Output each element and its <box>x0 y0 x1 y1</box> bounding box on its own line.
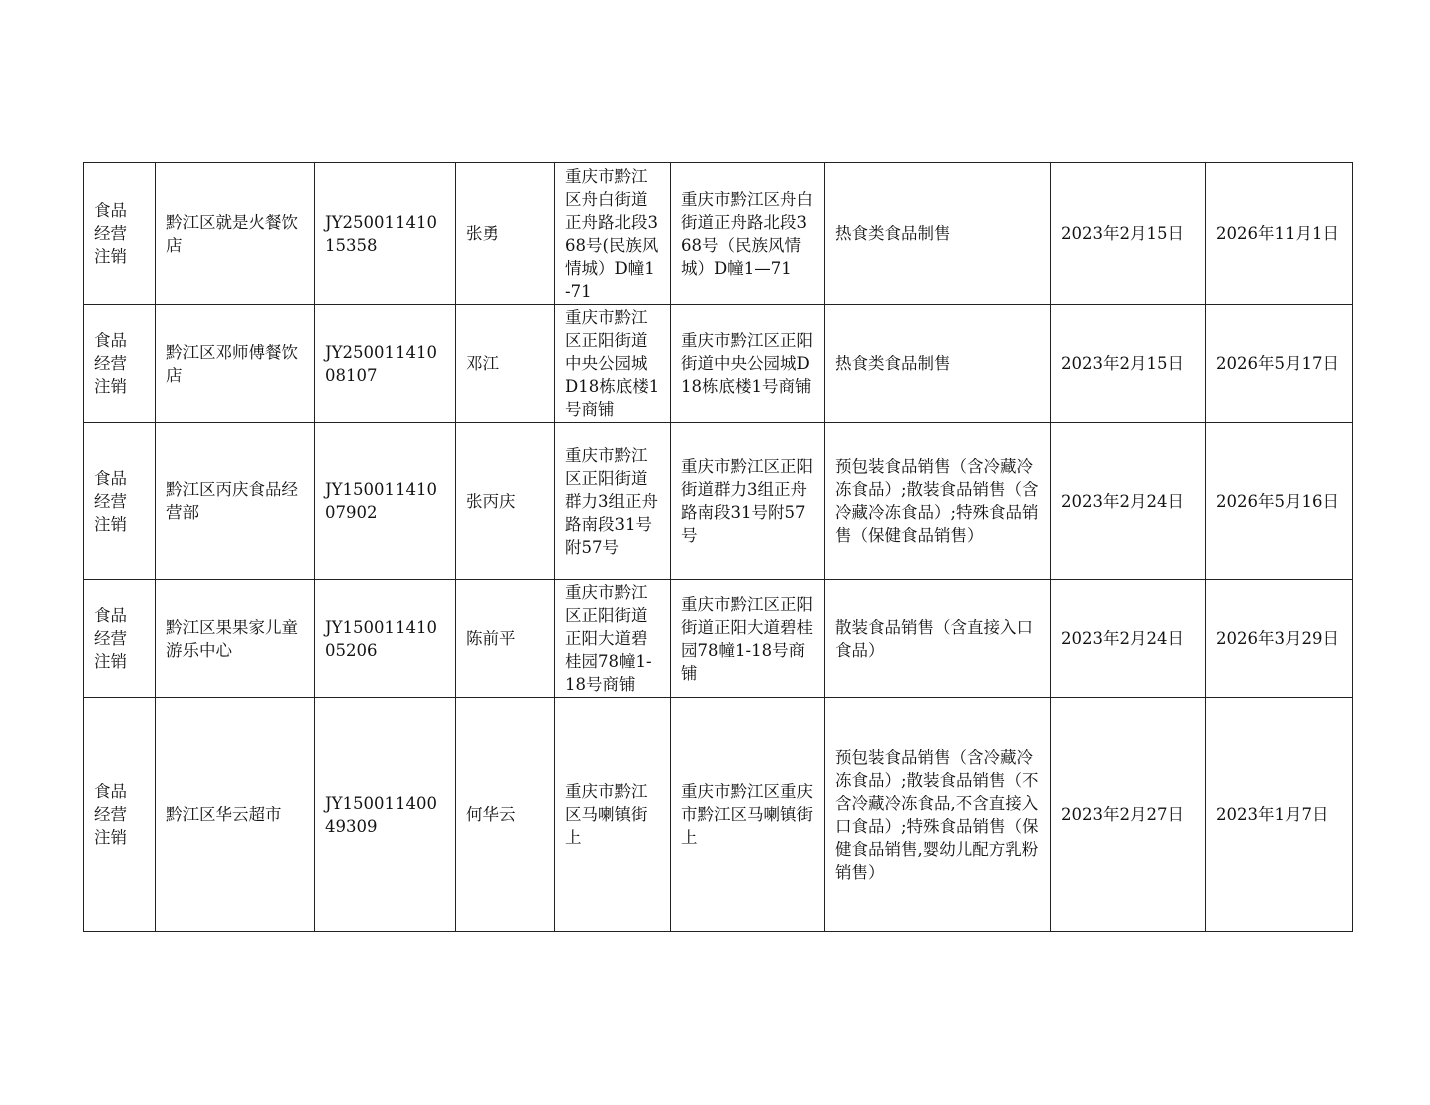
legal-person-cell: 邓江 <box>456 305 555 423</box>
cancel-date-cell: 2023年2月15日 <box>1051 163 1206 305</box>
business-scope-cell: 热食类食品制售 <box>825 305 1051 423</box>
address-cell: 重庆市黔江区正阳街道正阳大道碧桂园78幢1-18号商铺 <box>555 580 671 698</box>
license-number-cell: JY25001141015358 <box>315 163 456 305</box>
business-scope-cell: 热食类食品制售 <box>825 163 1051 305</box>
cancel-date-cell: 2023年2月27日 <box>1051 698 1206 932</box>
legal-person-cell: 张勇 <box>456 163 555 305</box>
legal-person-cell: 何华云 <box>456 698 555 932</box>
table-row <box>84 423 1353 580</box>
license-number-cell: JY25001141008107 <box>315 305 456 423</box>
expiry-date-cell: 2023年1月7日 <box>1206 698 1353 932</box>
address-cell: 重庆市黔江区正阳街道群力3组正舟路南段31号附57号 <box>555 423 671 580</box>
license-number-cell: JY15001141005206 <box>315 580 456 698</box>
cancel-date-cell: 2023年2月24日 <box>1051 580 1206 698</box>
license-number-cell: JY15001140049309 <box>315 698 456 932</box>
business-name-cell: 黔江区果果家儿童游乐中心 <box>156 580 315 698</box>
expiry-date-cell: 2026年5月17日 <box>1206 305 1353 423</box>
expiry-date-cell: 2026年11月1日 <box>1206 163 1353 305</box>
category-cell: 食品 经营 注销 <box>84 698 156 932</box>
business-name-cell: 黔江区丙庆食品经营部 <box>156 423 315 580</box>
premises-cell: 重庆市黔江区正阳街道正阳大道碧桂园78幢1-18号商铺 <box>671 580 825 698</box>
table-row <box>84 163 1353 305</box>
address-cell: 重庆市黔江区舟白街道正舟路北段368号(民族风情城）D幢1-71 <box>555 163 671 305</box>
premises-cell: 重庆市黔江区正阳街道群力3组正舟路南段31号附57号 <box>671 423 825 580</box>
premises-cell: 重庆市黔江区正阳街道中央公园城D18栋底楼1号商铺 <box>671 305 825 423</box>
legal-person-cell: 张丙庆 <box>456 423 555 580</box>
table-row <box>84 580 1353 698</box>
expiry-date-cell: 2026年5月16日 <box>1206 423 1353 580</box>
table-row <box>84 698 1353 932</box>
legal-person-cell: 陈前平 <box>456 580 555 698</box>
premises-cell: 重庆市黔江区重庆市黔江区马喇镇街上 <box>671 698 825 932</box>
business-scope-cell: 散装食品销售（含直接入口食品） <box>825 580 1051 698</box>
cancel-date-cell: 2023年2月24日 <box>1051 423 1206 580</box>
address-cell: 重庆市黔江区正阳街道中央公园城D18栋底楼1号商铺 <box>555 305 671 423</box>
category-cell: 食品 经营 注销 <box>84 423 156 580</box>
license-number-cell: JY15001141007902 <box>315 423 456 580</box>
business-name-cell: 黔江区华云超市 <box>156 698 315 932</box>
business-scope-cell: 预包装食品销售（含冷藏冷冻食品）;散装食品销售（含冷藏冷冻食品）;特殊食品销售（保健食品销售） <box>825 423 1051 580</box>
category-cell: 食品 经营 注销 <box>84 580 156 698</box>
category-cell: 食品 经营 注销 <box>84 163 156 305</box>
cancel-date-cell: 2023年2月15日 <box>1051 305 1206 423</box>
cancellation-table <box>83 162 1353 932</box>
business-name-cell: 黔江区就是火餐饮店 <box>156 163 315 305</box>
category-cell: 食品 经营 注销 <box>84 305 156 423</box>
expiry-date-cell: 2026年3月29日 <box>1206 580 1353 698</box>
business-name-cell: 黔江区邓师傅餐饮店 <box>156 305 315 423</box>
premises-cell: 重庆市黔江区舟白街道正舟路北段368号（民族风情城）D幢1—71 <box>671 163 825 305</box>
address-cell: 重庆市黔江区马喇镇街上 <box>555 698 671 932</box>
table-row <box>84 305 1353 423</box>
business-scope-cell: 预包装食品销售（含冷藏冷冻食品）;散装食品销售（不含冷藏冷冻食品,不含直接入口食品）;特殊食品销售（保健食品销售,婴幼儿配方乳粉销售） <box>825 698 1051 932</box>
